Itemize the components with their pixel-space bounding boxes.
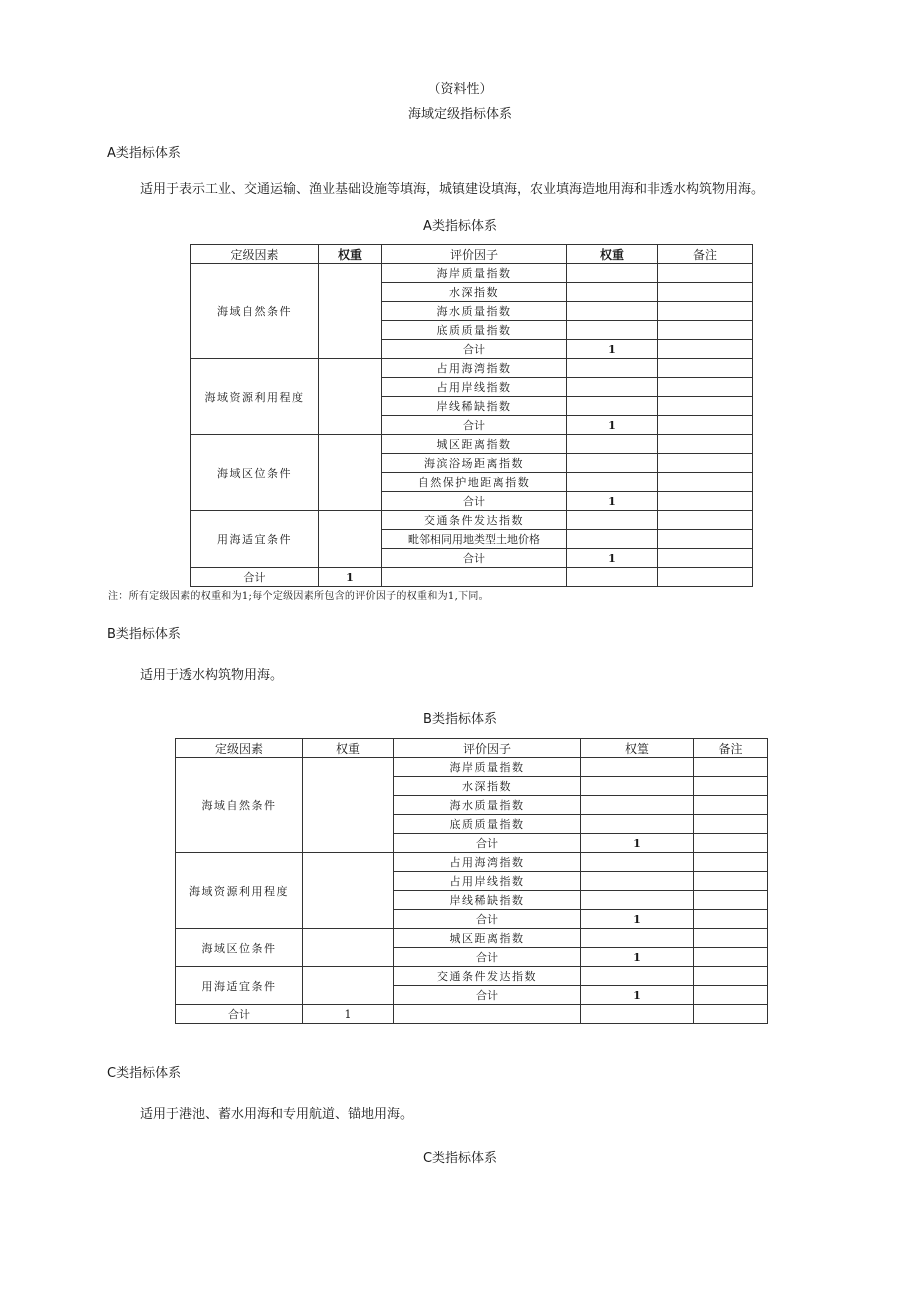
weight-cell	[303, 929, 394, 967]
factor-cell: 海域自然条件	[176, 758, 303, 853]
factor-cell: 海域资源利用程度	[176, 853, 303, 929]
header-remark: 备注	[658, 245, 753, 264]
table-a-note: 注：所有定级因素的权重和为1;每个定级因素所包含的评价因子的权重和为1,下同。	[108, 591, 489, 602]
table-a-caption: A类指标体系	[423, 219, 497, 234]
remark-cell	[694, 910, 768, 929]
eval-factor-cell: 岸线稀缺指数	[382, 397, 567, 416]
eval-factor-cell: 海水质量指数	[394, 796, 581, 815]
subtotal-value: 1	[581, 834, 694, 853]
remark-cell	[658, 378, 753, 397]
factor-weight-cell	[567, 568, 658, 587]
table-row	[176, 967, 768, 986]
remark-cell	[658, 492, 753, 511]
remark-cell	[658, 473, 753, 492]
subtotal-label: 合计	[394, 834, 581, 853]
remark-cell	[658, 359, 753, 378]
header-remark: 备注	[694, 739, 768, 758]
eval-factor-cell: 城区距离指数	[382, 435, 567, 454]
total-row	[176, 1005, 768, 1024]
table-row	[191, 264, 753, 283]
factor-weight-cell	[567, 264, 658, 283]
eval-factor-cell: 水深指数	[394, 777, 581, 796]
weight-cell	[303, 853, 394, 929]
total-label: 合计	[176, 1005, 303, 1024]
factor-weight-cell	[567, 473, 658, 492]
subtotal-label: 合计	[382, 492, 567, 511]
table-row	[191, 359, 753, 378]
remark-cell	[694, 1005, 768, 1024]
eval-factor-cell: 占用海湾指数	[394, 853, 581, 872]
weight-cell	[303, 967, 394, 1005]
weight-cell	[303, 758, 394, 853]
factor-weight-cell	[581, 872, 694, 891]
header-factor: 定级因素	[176, 739, 303, 758]
total-value: 1	[303, 1005, 394, 1024]
eval-factor-cell: 占用海湾指数	[382, 359, 567, 378]
remark-cell	[658, 283, 753, 302]
factor-cell: 海域自然条件	[191, 264, 319, 359]
total-value: 1	[319, 568, 382, 587]
factor-weight-cell	[567, 283, 658, 302]
factor-weight-cell	[581, 853, 694, 872]
remark-cell	[694, 777, 768, 796]
section-c-heading: C类指标体系	[107, 1066, 182, 1081]
table-a	[190, 244, 753, 587]
section-b-heading: B类指标体系	[107, 627, 181, 642]
factor-cell: 海域资源利用程度	[191, 359, 319, 435]
remark-cell	[658, 435, 753, 454]
factor-weight-cell	[567, 359, 658, 378]
eval-factor-cell: 水深指数	[382, 283, 567, 302]
header-eval-factor: 评价因子	[382, 245, 567, 264]
remark-cell	[694, 758, 768, 777]
table-header-row	[191, 245, 753, 264]
remark-cell	[694, 834, 768, 853]
subtotal-label: 合计	[382, 549, 567, 568]
remark-cell	[694, 948, 768, 967]
factor-weight-cell	[567, 397, 658, 416]
eval-factor-cell: 自然保护地距离指数	[382, 473, 567, 492]
remark-cell	[658, 568, 753, 587]
eval-factor-cell: 城区距离指数	[394, 929, 581, 948]
total-label: 合计	[191, 568, 319, 587]
subtotal-value: 1	[581, 910, 694, 929]
factor-weight-cell	[567, 511, 658, 530]
table-row	[191, 435, 753, 454]
factor-weight-cell	[581, 1005, 694, 1024]
factor-weight-cell	[567, 454, 658, 473]
eval-factor-cell: 海水质量指数	[382, 302, 567, 321]
section-c-description: 适用于港池、蓄水用海和专用航道、锚地用海。	[140, 1107, 414, 1122]
factor-weight-cell	[581, 891, 694, 910]
remark-cell	[658, 264, 753, 283]
remark-cell	[694, 967, 768, 986]
table-row	[176, 758, 768, 777]
header-factor: 定级因素	[191, 245, 319, 264]
eval-factor-cell: 岸线稀缺指数	[394, 891, 581, 910]
eval-factor-cell: 毗邻相同用地类型土地价格	[382, 530, 567, 549]
remark-cell	[694, 853, 768, 872]
table-b-caption: B类指标体系	[423, 712, 497, 727]
factor-weight-cell	[567, 302, 658, 321]
factor-weight-cell	[581, 967, 694, 986]
subtotal-value: 1	[581, 986, 694, 1005]
subtotal-value: 1	[581, 948, 694, 967]
eval-factor-cell	[382, 568, 567, 587]
eval-factor-cell: 底质质量指数	[382, 321, 567, 340]
table-c-caption: C类指标体系	[422, 1151, 498, 1166]
doc-subtitle: （资料性）	[427, 82, 493, 97]
factor-weight-cell	[567, 321, 658, 340]
table-header-row	[176, 739, 768, 758]
eval-factor-cell: 占用岸线指数	[394, 872, 581, 891]
factor-cell: 海域区位条件	[176, 929, 303, 967]
subtotal-value: 1	[567, 416, 658, 435]
table-row	[191, 511, 753, 530]
table-b	[175, 738, 768, 1024]
subtotal-label: 合计	[382, 416, 567, 435]
total-row	[191, 568, 753, 587]
remark-cell	[658, 302, 753, 321]
weight-cell	[319, 359, 382, 435]
remark-cell	[658, 321, 753, 340]
eval-factor-cell: 占用岸线指数	[382, 378, 567, 397]
weight-cell	[319, 435, 382, 511]
remark-cell	[658, 340, 753, 359]
table-row	[176, 929, 768, 948]
subtotal-label: 合计	[382, 340, 567, 359]
remark-cell	[658, 416, 753, 435]
remark-cell	[694, 929, 768, 948]
factor-weight-cell	[581, 796, 694, 815]
weight-cell	[319, 511, 382, 568]
header-factor-weight: 权篁	[581, 739, 694, 758]
eval-factor-cell: 海滨浴场距离指数	[382, 454, 567, 473]
remark-cell	[658, 549, 753, 568]
factor-weight-cell	[567, 378, 658, 397]
section-a-description: 适用于表示工业、交通运输、渔业基础设施等填海，城镇建设填海，农业填海造地用海和非透水构筑物用海。	[140, 182, 765, 197]
remark-cell	[658, 454, 753, 473]
eval-factor-cell: 海岸质量指数	[382, 264, 567, 283]
factor-cell: 用海适宜条件	[176, 967, 303, 1005]
remark-cell	[694, 891, 768, 910]
subtotal-label: 合计	[394, 910, 581, 929]
eval-factor-cell: 交通条件发达指数	[382, 511, 567, 530]
subtotal-label: 合计	[394, 948, 581, 967]
eval-factor-cell	[394, 1005, 581, 1024]
section-b-description: 适用于透水构筑物用海。	[140, 668, 284, 683]
remark-cell	[658, 397, 753, 416]
remark-cell	[658, 530, 753, 549]
eval-factor-cell: 海岸质量指数	[394, 758, 581, 777]
header-weight: 权重	[303, 739, 394, 758]
eval-factor-cell: 底质质量指数	[394, 815, 581, 834]
factor-weight-cell	[581, 758, 694, 777]
doc-title: 海域定级指标体系	[407, 107, 512, 122]
eval-factor-cell: 交通条件发达指数	[394, 967, 581, 986]
factor-weight-cell	[567, 435, 658, 454]
remark-cell	[694, 815, 768, 834]
subtotal-value: 1	[567, 340, 658, 359]
subtotal-value: 1	[567, 549, 658, 568]
table-row	[176, 853, 768, 872]
factor-cell: 海域区位条件	[191, 435, 319, 511]
factor-weight-cell	[567, 530, 658, 549]
header-eval-factor: 评价因子	[394, 739, 581, 758]
section-a-heading: A类指标体系	[107, 146, 181, 161]
header-weight: 权重	[319, 245, 382, 264]
subtotal-value: 1	[567, 492, 658, 511]
remark-cell	[658, 511, 753, 530]
factor-weight-cell	[581, 929, 694, 948]
factor-weight-cell	[581, 815, 694, 834]
weight-cell	[319, 264, 382, 359]
remark-cell	[694, 872, 768, 891]
factor-weight-cell	[581, 777, 694, 796]
remark-cell	[694, 986, 768, 1005]
header-factor-weight: 权重	[567, 245, 658, 264]
remark-cell	[694, 796, 768, 815]
subtotal-label: 合计	[394, 986, 581, 1005]
factor-cell: 用海适宜条件	[191, 511, 319, 568]
